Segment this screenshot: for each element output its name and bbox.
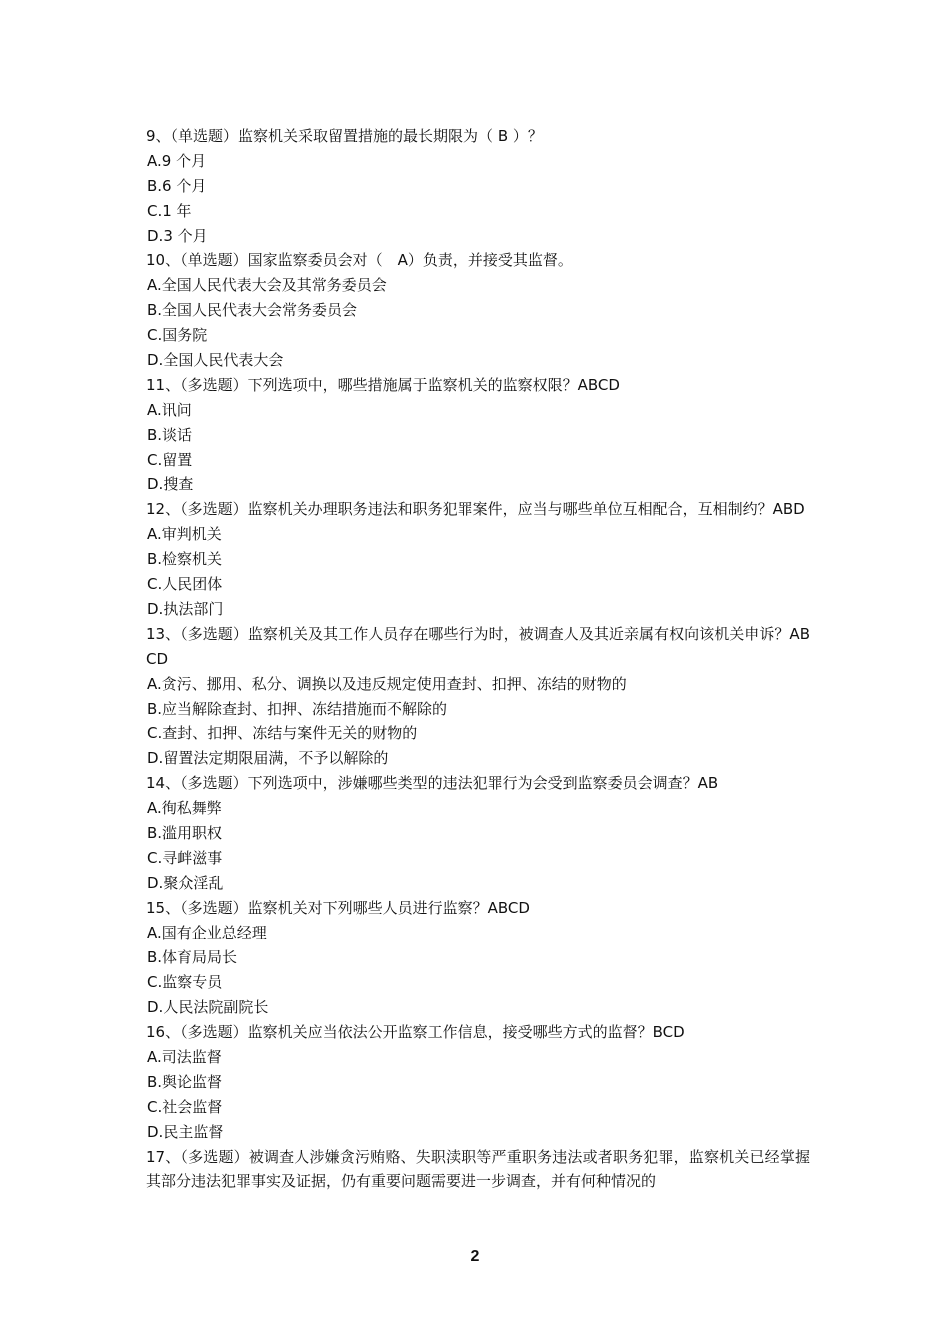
- question-block: [146, 373, 810, 497]
- option-d: D.留置法定期限届满，不予以解除的: [147, 749, 389, 768]
- question-text: 9、（单选题）监察机关采取留置措施的最长期限为（ B ）？: [146, 127, 543, 145]
- question-text: 14、（多选题）下列选项中，涉嫌哪些类型的违法犯罪行为会受到监察委员会调查？AB: [146, 774, 719, 793]
- option-c: C.社会监督: [147, 1097, 223, 1116]
- option-b: B.体育局局长: [147, 948, 238, 967]
- option-a: A.司法监督: [147, 1048, 222, 1066]
- option-a: A.贪污、挪用、私分、调换以及违反规定使用查封、扣押、冻结的财物的: [147, 674, 627, 693]
- option-b: B.应当解除查封、扣押、冻结措施而不解除的: [147, 699, 448, 718]
- option-a: A.9 个月: [147, 151, 207, 170]
- option-b: B.检察机关: [147, 550, 223, 569]
- option-c: C.1 年: [147, 201, 192, 220]
- option-c: C.人民团体: [147, 575, 223, 594]
- option-d: D.全国人民代表大会: [147, 351, 284, 370]
- question-block: [146, 124, 810, 248]
- option-a: A.国有企业总经理: [147, 923, 267, 942]
- question-text: 16、（多选题）监察机关应当依法公开监察工作信息，接受哪些方式的监督？BCD: [146, 1023, 685, 1042]
- option-d: D.民主监督: [147, 1122, 224, 1141]
- page-number: 2: [470, 1248, 480, 1265]
- question-text: 11、（多选题）下列选项中，哪些措施属于监察机关的监察权限？ABCD: [146, 375, 620, 394]
- question-text: 17、（多选题）被调查人涉嫌贪污贿赂、失职渎职等严重职务违法或者职务犯罪，监察机关已经掌握其部分违法犯罪事实及证据，仍有重要问题需要进一步调查，并有何种情况的: [146, 1147, 810, 1191]
- option-b: B.滥用职权: [147, 823, 223, 842]
- question-list: [146, 124, 810, 1194]
- question-block: [146, 1020, 810, 1144]
- option-d: D.3 个月: [147, 226, 208, 245]
- question-text: 13、（多选题）监察机关及其工作人员存在哪些行为时，被调查人及其近亲属有权向该机关申诉？ABCD: [146, 624, 810, 668]
- option-d: D.聚众淫乱: [147, 873, 224, 892]
- option-b: B.6 个月: [147, 176, 207, 195]
- question-block: [146, 896, 810, 1020]
- option-a: A.徇私舞弊: [147, 799, 222, 818]
- question-block: [146, 771, 810, 895]
- option-c: C.寻衅滋事: [147, 848, 223, 867]
- option-c: C.国务院: [147, 326, 208, 345]
- option-d: D.执法部门: [147, 599, 224, 618]
- option-b: B.谈话: [147, 425, 193, 444]
- question-text: 12、（多选题）监察机关办理职务违法和职务犯罪案件，应当与哪些单位互相配合，互相制约？ABD: [146, 500, 805, 519]
- question-block: [146, 248, 810, 372]
- question-text: 15、（多选题）监察机关对下列哪些人员进行监察？ABCD: [146, 898, 530, 917]
- option-b: B.全国人民代表大会常务委员会: [147, 301, 358, 320]
- option-a: A.讯问: [147, 400, 192, 419]
- question-text: 10、（单选题）国家监察委员会对（ A）负责，并接受其监督。: [146, 251, 573, 270]
- option-d: D.搜查: [147, 475, 194, 494]
- option-c: C.留置: [147, 450, 193, 469]
- question-block: [146, 1145, 810, 1195]
- option-c: C.查封、扣押、冻结与案件无关的财物的: [147, 724, 418, 743]
- question-block: [146, 622, 810, 771]
- option-a: A.全国人民代表大会及其常务委员会: [147, 276, 387, 295]
- option-c: C.监察专员: [147, 973, 223, 992]
- option-a: A.审判机关: [147, 525, 222, 544]
- option-b: B.舆论监督: [147, 1072, 223, 1091]
- question-block: [146, 497, 810, 621]
- option-d: D.人民法院副院长: [147, 998, 269, 1017]
